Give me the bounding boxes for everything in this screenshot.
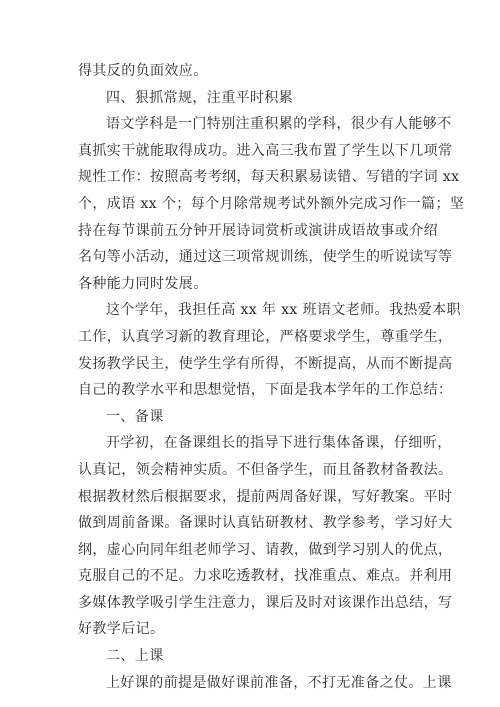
paragraph-line: 做到周前备课。备课时认真钻研教材、教学参考，学习好大 <box>78 515 453 532</box>
paragraph-first-line: 这个学年，我担任高 xx 年 xx 班语文老师。我热爱本职 <box>106 302 461 319</box>
paragraph-line: 纲，虚心向同年组老师学习、请教，做到学习别人的优点， <box>78 541 453 558</box>
paragraph-line: 名句等小活动，通过这三项常规训练，使学生的听说读写等 <box>78 249 453 266</box>
paragraph-line: 规性工作：按照高考考纲，每天积累易读错、写错的字词 xx <box>78 169 460 186</box>
paragraph-first-line: 开学初，在备课组长的指导下进行集体备课，仔细听， <box>106 435 452 452</box>
paragraph-line: 真抓实干就能取得成功。进入高三我布置了学生以下几项常 <box>78 142 453 159</box>
paragraph-first-line: 语文学科是一门特别注重积累的学科，很少有人能够不 <box>106 116 452 133</box>
paragraph-line: 多媒体教学吸引学生注意力，课后及时对该课作出总结，写 <box>78 594 453 611</box>
section-heading: 二、上课 <box>106 648 164 665</box>
paragraph-line: 工作，认真学习新的教育理论，严格要求学生，尊重学生， <box>78 328 453 345</box>
paragraph-line: 发扬教学民主，使学生学有所得，不断提高，从而不断提高 <box>78 355 453 372</box>
paragraph-line: 持在每节课前五分钟开展诗词赏析或演讲成语故事或介绍 <box>78 222 438 239</box>
paragraph-last-line: 各种能力同时发展。 <box>78 275 208 292</box>
paragraph-line: 个，成语 xx 个；每个月除常规考试外额外完成习作一篇；坚 <box>78 195 465 212</box>
paragraph-last-line: 好教学后记。 <box>78 621 165 638</box>
paragraph-line: 认真记，领会精神实质。不但备学生，而且备教材备教法。 <box>78 461 453 478</box>
section-heading: 四、狠抓常规，注重平时积累 <box>106 89 294 106</box>
section-heading: 一、备课 <box>106 408 164 425</box>
paragraph-last-line: 得其反的负面效应。 <box>78 63 208 79</box>
paragraph-line: 克服自己的不足。力求吃透教材，找准重点、难点。并利用 <box>78 568 453 585</box>
document-page <box>78 58 465 696</box>
paragraph-first-line: 上好课的前提是做好课前准备，不打无准备之仗。上课 <box>106 674 452 691</box>
paragraph-line: 根据教材然后根据要求，提前两周备好课，写好教案。平时 <box>78 488 453 505</box>
paragraph-line: 自己的教学水平和思想觉悟，下面是我本学年的工作总结： <box>78 382 453 399</box>
